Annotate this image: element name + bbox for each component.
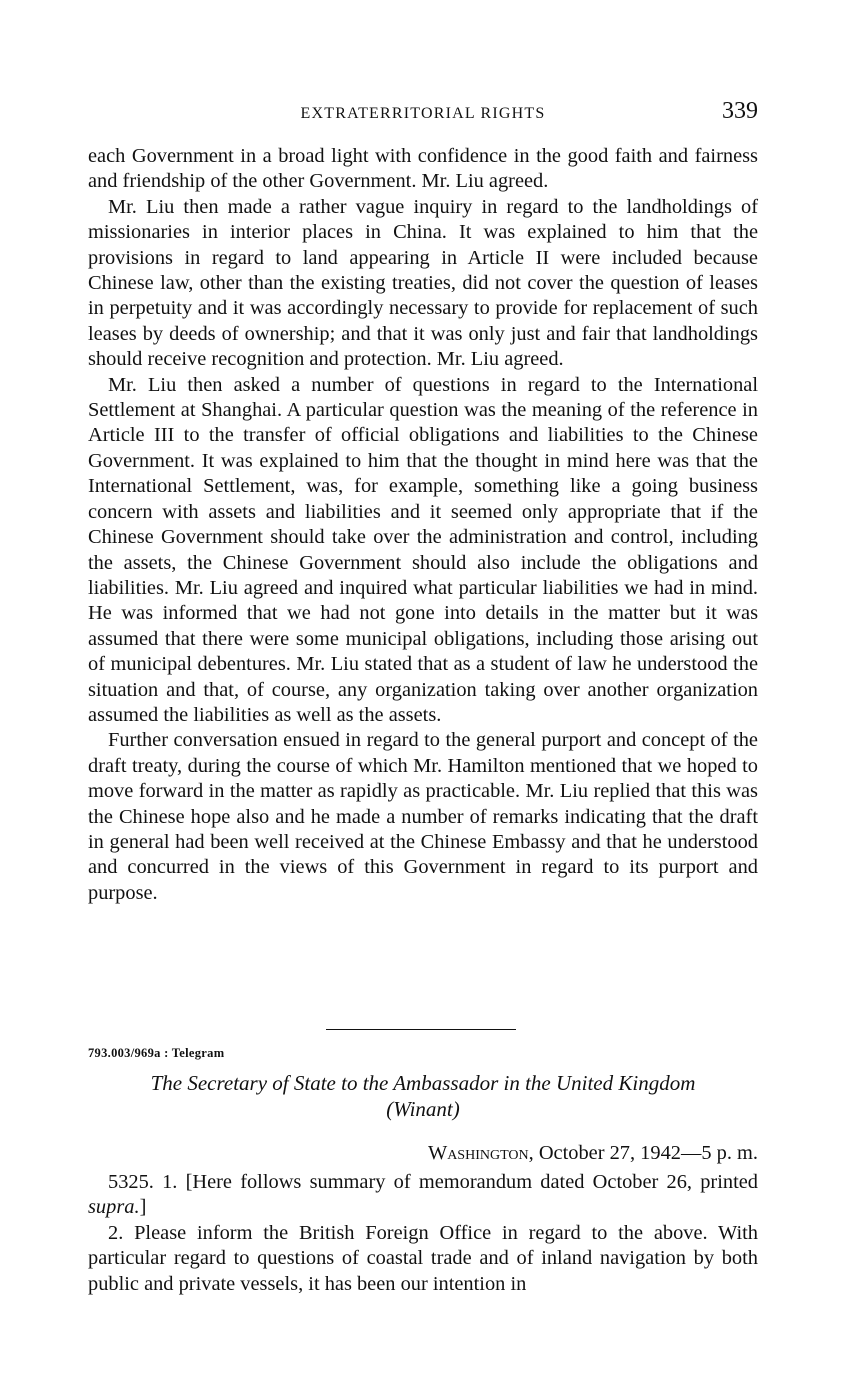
page-number: 339 xyxy=(722,98,758,124)
telegram-paragraph xyxy=(88,1170,758,1221)
running-head-title: EXTRATERRITORIAL RIGHTS xyxy=(300,105,546,122)
telegram-para1-text: 5325. 1. [Here follows summary of memorandum dated October 26, printed xyxy=(108,1171,758,1193)
memorandum-body xyxy=(88,144,758,906)
file-number: 793.003/969a : Telegram xyxy=(88,1046,225,1060)
document-title-line2: (Winant) xyxy=(386,1097,460,1121)
telegram-para1-italic: supra. xyxy=(88,1196,140,1219)
dateline-place: Washington, xyxy=(427,1142,534,1164)
dateline-date: October 27, 1942—5 p. m. xyxy=(538,1142,758,1164)
body-paragraph: Mr. Liu then asked a number of questions in regard to the International Settlement at Shanghai. A particular question was the meaning of the reference in Article III to the transfer of official obligations and liabilities to the Chinese Government. It was explained to him that the thought in mind here was that the International Settlement, was, for example, something like a going business concern with assets and liabilities and it seemed only appropriate that if the Chinese Government should take over the administration and control, including the assets, the Chinese Government should also include the obligations and liabilities. Mr. Liu agreed and inquired what particular liabilities we had in mind. He was informed that we had not gone into details in the matter but it was assumed that there were some municipal obligations, including those arising out of municipal debentures. Mr. Liu stated that as a student of law he understood the situation and that, of course, any organization taking over another organization assumed the liabilities as well as the assets. xyxy=(88,373,758,726)
section-divider xyxy=(326,1029,516,1030)
document-title-line1: The Secretary of State to the Ambassador in the United Kingdom xyxy=(150,1071,696,1095)
running-head xyxy=(88,98,758,128)
telegram-para1-close: ] xyxy=(139,1196,147,1219)
body-paragraph: each Government in a broad light with confidence in the good faith and fairness and friendship of the other Government. Mr. Liu agreed. xyxy=(88,145,758,193)
dateline xyxy=(428,1142,758,1165)
body-paragraph: Further conversation ensued in regard to the general purport and concept of the draft treaty, during the course of which Mr. Hamilton mentioned that we hoped to move forward in the matter as rapidly as practicable. Mr. Liu replied that this was the Chinese hope also and he made a number of remarks indicating that the draft in general had been well received at the Chinese Embassy and that he understood and concurred in the views of this Government in regard to its purport and purpose. xyxy=(88,729,758,904)
body-paragraph: Mr. Liu then made a rather vague inquiry in regard to the landholdings of missionaries in interior places in China. It was explained to him that the provisions in regard to land appearing in Article II were included because Chinese law, other than the existing treaties, did not cover the question of leases in perpetuity and it was accordingly necessary to provide for replacement of such leases by deeds of ownership; and that it was only just and fair that landholdings should receive recognition and protection. Mr. Liu agreed. xyxy=(88,195,758,371)
telegram-paragraph: 2. Please inform the British Foreign Office in regard to the above. With particular regard to questions of coastal trade and of inland navigation by both public and private vessels, it has been our intention in xyxy=(88,1221,758,1295)
telegram-body xyxy=(88,1170,758,1297)
document-title xyxy=(88,1070,758,1122)
